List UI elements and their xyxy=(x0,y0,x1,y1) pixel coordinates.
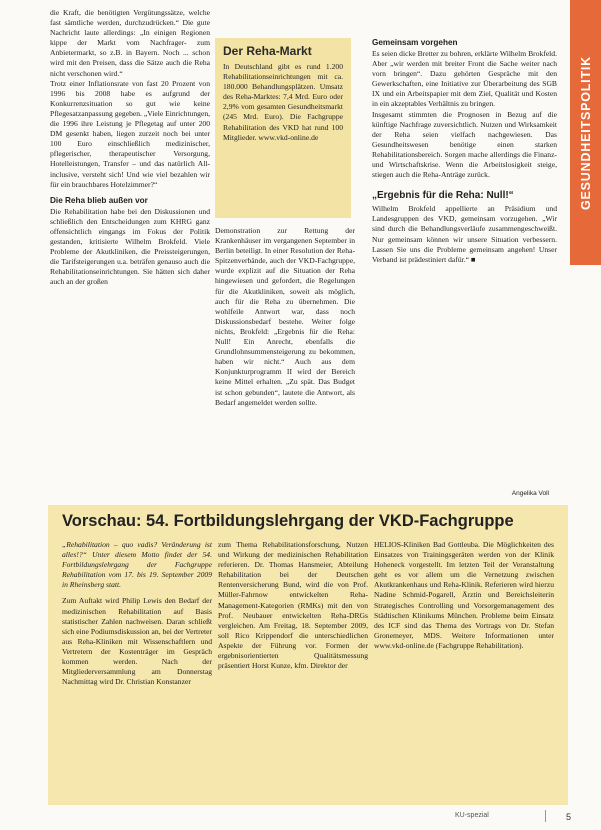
section-tab-label: GESUNDHEITSPOLITIK xyxy=(578,55,593,210)
reha-markt-title: Der Reha-Markt xyxy=(223,44,312,58)
col1-paragraph-1: die Kraft, die benötigten Vergütungssätze, welche fast sämtliche werden, durchzudrücken.“ Die gute Nachricht laute allerdings: „In einigen Regionen kippe der Markt vom Nachfrager- zum Anbietermarkt, so z.B. in Bayern. Noch ... schon wird mit den Preisen, dass die Sätze auch die Reha nicht verschonen wird.“ xyxy=(50,8,210,78)
section-tab xyxy=(570,0,601,265)
column-2 xyxy=(215,226,355,408)
preview-column-2 xyxy=(218,540,368,671)
column-1 xyxy=(50,8,210,287)
col1-subheading: Die Reha blieb außen vor xyxy=(50,195,148,205)
col3-paragraph-1: Es seien dicke Bretter zu bohren, erklärte Wilhelm Brokfeld. Aber „wir werden mit breiter Front die Sache weiter nach vorn bringen“. Dazu gehörten Gespräche mit den Gewerkschaften, eine Initiative zur Überarbeitung des SGB IX und ein Arbeitspapier mit dem Ziel, Qualität und Kosten in ein akzeptables Verhältnis zu bringen. xyxy=(372,49,557,109)
preview-title: Vorschau: 54. Fortbildungslehrgang der VKD-Fachgruppe xyxy=(62,512,514,530)
col3-subheading-2: „Ergebnis für die Reha: Null!“ xyxy=(372,190,514,202)
col1-paragraph-3: Die Rehabilitation habe bei den Diskussionen und schließlich den Entscheidungen zum KHRG ganz offensichtlich eingangs im Fokus der Politik gestanden, kritisierte Wilhelm Brokfeld. Viele Probleme der Akutkliniken, die Preissteigerungen, die Tarifsteigerungen u.a. beträfen genauso auch die Rehabilitationseinrichtungen. Sie hätten sich daher auch an der großen xyxy=(50,206,210,287)
preview-column-3 xyxy=(374,540,554,651)
preview-column-1 xyxy=(62,540,212,687)
preview-column-1-text: Zum Auftakt wird Philip Lewis den Bedarf der medizinischen Rehabilitation auf Basis statistischer Zahlen nachweisen. Daran schließt sich eine Podiumsdiskussion an, bei der Vertreter aus Reha-Kliniken mit Wissenschaftlern und Vertretern der Kostenträger im Gespräch kommen werden. Nach der Mitgliederversammlung am Donnerstag Nachmittag wird Dr. Christian Konstanzer xyxy=(62,596,212,687)
col2-paragraph-1: Demonstration zur Rettung der Krankenhäuser im vergangenen September in Berlin beteiligt. In einer Resolution der Reha-Spitzenverbände, auch der VKD-Fachgruppe, wurde explizit auf die Situation der Reha hingewiesen und gefordert, die Regelungen für die Akutkliniken, soweit als möglich, auch für die Reha zu übernehmen. Die wohlfeile Antwort war, dass noch Diskussionsbedarf bestehe. Weiter folge nichts, Brokfeld: „Ergebnis für die Reha: Null! Ein Anrecht, ebenfalls die Grundlohnsummensteigerung zu bekommen, haben wir nicht.“ Auch aus dem Konjunkturprogramm II wird der Bereich keine Mittel erhalten. „Zu spät. Das Budget ist schon gebunden“, lautete die Antwort, als Bedarf angemeldet werden sollte. xyxy=(215,226,355,407)
footer-source: KU-spezial xyxy=(455,812,489,819)
preview-column-2-text: zum Thema Rehabilitationsforschung, Nutzen und Wirkung der medizinischen Rehabilitation referieren. Dr. Thomas Hansmeier, Abteilung Rehabilitation bei der Deutschen Rentenversicherung Bund, wird die von Prof. Müller-Fahrnow entwickelten Reha-Management-Kategorien (RMKs) mit den von Prof. Neubauer entwickelten Reha-DRGs vergleichen. Am Freitag, 18. September 2009, soll Rico Krippendorf die unterschiedlichen Aspekte der Führung vor. Formen der ergebnisorientierten Qualitätsmessung präsentiert Horst Kunze, kfm. Direktor der xyxy=(218,540,368,671)
col1-paragraph-2: Trotz einer Inflationsrate von fast 20 Prozent von 1996 bis 2008 habe es aufgrund der Konkurrenzsituation so gut wie keine Pflegesatzanpassung gegeben. „Viele Einrichtungen, die 1996 ihre Leistung je Pflegetag auf unter 200 DM gesenkt haben, liegen zurzeit noch bei unter 100 Euro einschließlich medizinischer, pflegerischer, therapeutischer Versorgung, Hotelleistungen, Transfer – und das natürlich All-inclusive, versteht sich! Und wie viel bezahlen wir für ein brauchbares Hotelzimmer?“ xyxy=(50,78,211,189)
footer-divider xyxy=(545,810,546,822)
col3-paragraph-3: Wilhelm Brokfeld appellierte an Präsidium und Landesgruppen des VKD, gemeinsam vorzugehen. „Wir sind durch die Behandlungsverläufe zusammengeschweißt. Nur gemeinsam können wir unsere Situation verbessern. Lassen Sie uns die Probleme gemeinsam angehen! Unser Verband ist prädestiniert dafür.“ ■ xyxy=(372,204,557,264)
preview-intro: „Rehabilitation – quo vadis? Veränderung ist alles!?“ Unter diesem Motto findet der 54. Fortbildungslehrgang der Fachgruppe Rehabilitation vom 17. bis 19. September 2009 in Rheinsberg statt. xyxy=(62,540,212,590)
col3-subheading-1: Gemeinsam vorgehen xyxy=(372,38,458,47)
page-number: 5 xyxy=(566,812,572,822)
column-3 xyxy=(372,38,557,265)
preview-column-3-text: HELIOS-Kliniken Bad Gottleuba. Die Möglichkeiten des Einsatzes von Trainingsgeräten werden von der Klinik Hoheneck vorgestellt. Im letzten Teil der Veranstaltung geht es vor allem um die Vernetzung zwischen Akutkrankenhaus und Reha-Klinik. Referieren wird hierzu Nadine Schmid-Pogarell, Ärztin und Bereichsleiterin Strategisches Controlling und Vorsorgemanagement des Städtischen Klinikums München. Probleme beim Einsatz des ICF sind das Thema des Vortrags von Dr. Stefan Gronemeyer, MDS. Weitere Informationen unter www.vkd-online.de (Fachgruppe Rehabilitation). xyxy=(374,540,554,650)
reha-markt-box xyxy=(215,38,351,218)
reha-markt-text: In Deutschland gibt es rund 1.200 Rehabilitationseinrichtungen mit ca. 180.000 Behandlungsplätzen. Umsatz des Reha-Marktes: 7,4 Mrd. Euro oder 2,9% vom gesamten Gesundheitsmarkt (245 Mrd. Euro). Die Fachgruppe Rehabilitation des VKD hat rund 100 Mitglieder. www.vkd-online.de xyxy=(223,62,343,142)
author-signature: Angelika Voll xyxy=(511,490,549,497)
col3-paragraph-2: Insgesamt stimmten die Prognosen in Bezug auf die künftige Nachfrage zuversichtlich. Nutzen und Wirksamkeit der Reha seien vielfach nachgewiesen. Das Gesundheitswesen benötige einen starken Rehabilitationsbereich. Sorgen mache allerdings die Finanz- und Wirtschaftskrise. Wenn die Arbeitslosigkeit steige, stiegen auch die Reha-Anträge zurück. xyxy=(372,109,557,180)
